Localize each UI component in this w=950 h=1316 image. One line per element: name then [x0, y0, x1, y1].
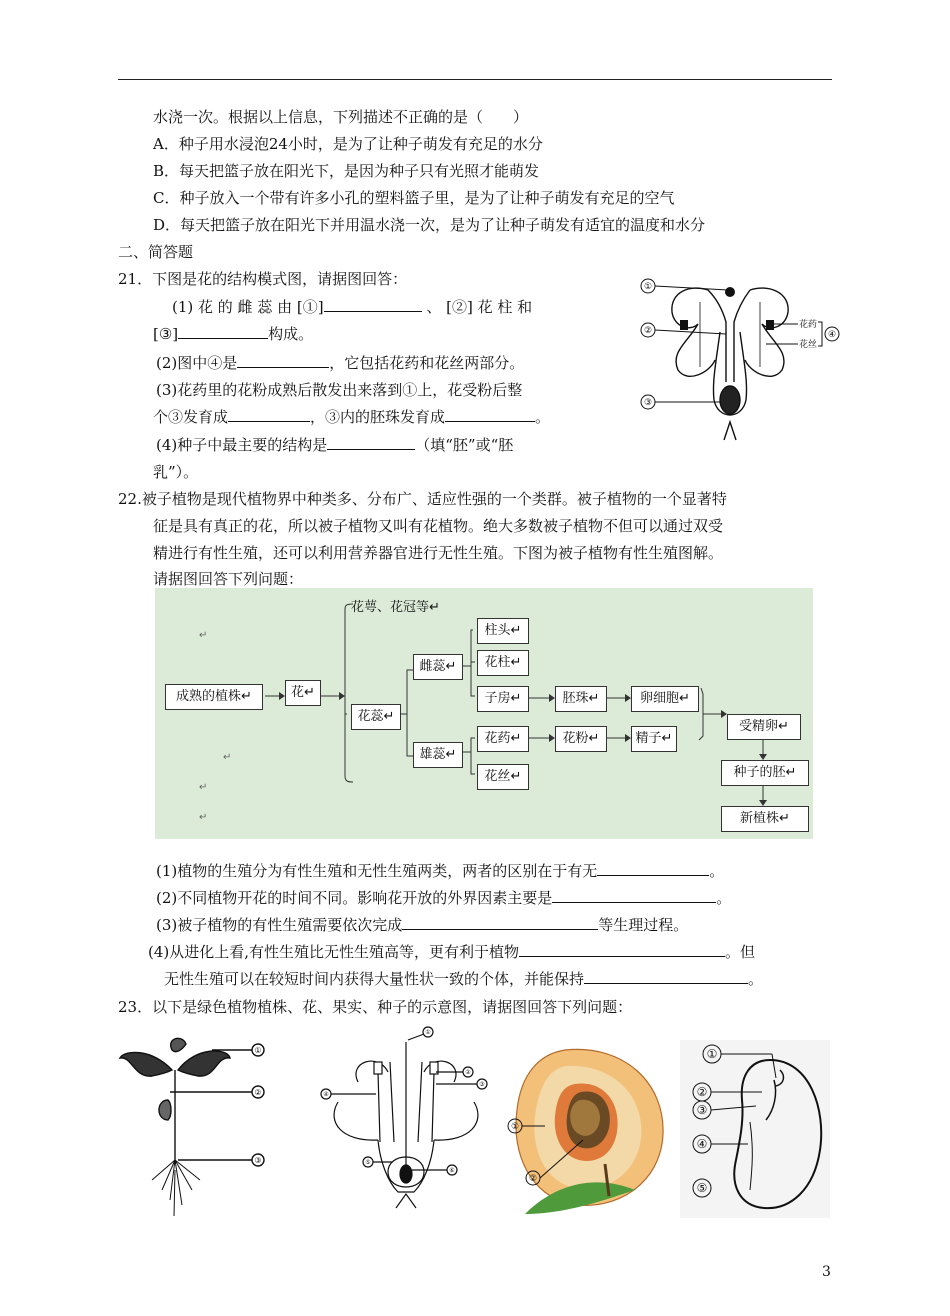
- q22-line3: 精进行有性生殖，还可以利用营养器官进行无性生殖。下图为被子植物有性生殖图解。: [153, 544, 724, 562]
- plant-figure: [112, 1030, 272, 1220]
- q22-s3-end: 等生理过程。: [598, 916, 689, 934]
- q22-s4-text: (4)从进化上看,有性生殖比无性生殖高等，更有利于植物: [148, 943, 520, 961]
- q23-title: 23．以下是绿色植物植株、花、果实、种子的示意图，请据图回答下列问题：: [118, 998, 633, 1016]
- fig-label-anther: 花药: [799, 320, 818, 330]
- q21-p3d: 。: [535, 408, 551, 426]
- seed-label-5: ⑤: [696, 1181, 708, 1195]
- answer-blank[interactable]: [324, 297, 422, 312]
- q21-part2: [156, 353, 524, 373]
- answer-blank[interactable]: [519, 942, 725, 957]
- q22-sub1: [156, 861, 724, 881]
- seed-label-1: ①: [706, 1047, 718, 1061]
- q20-option-a: A．种子用水浸泡24小时，是为了让种子萌发有充足的水分: [153, 135, 543, 153]
- flower-label-4: ④: [323, 1091, 329, 1098]
- flowchart-egg-cell: 卵细胞↵: [631, 686, 699, 712]
- fig-label-4: ④: [828, 330, 837, 340]
- return-mark: ↵: [199, 782, 208, 793]
- answer-blank[interactable]: [584, 969, 748, 984]
- q21-title: 21．下图是花的结构模式图，请据图回答：: [118, 270, 408, 288]
- flowchart-sperm: 精子↵: [631, 726, 677, 752]
- answer-blank[interactable]: [228, 407, 310, 422]
- flowchart-flower: 花↵: [285, 680, 321, 706]
- seed-label-3: ③: [696, 1103, 708, 1117]
- flowchart-new-plant: 新植株↵: [721, 806, 809, 832]
- q22-s1-end: 。: [709, 862, 725, 880]
- q21-p4b: （填“胚”或“胚: [415, 436, 514, 454]
- flowchart-stamen: 雄蕊↵: [413, 742, 463, 768]
- flowchart-pistil-stamen: 花蕊↵: [351, 704, 401, 730]
- plant-label-3: ③: [254, 1156, 262, 1165]
- q21-p1d: 构成。: [268, 325, 314, 343]
- plant-label-1: ①: [254, 1046, 262, 1055]
- flowchart-sepals-petals: 花萼、花冠等↵: [351, 600, 440, 615]
- q21-part3: (3)花药里的花粉成熟后散发出来落到①上，花受粉后整: [156, 381, 523, 399]
- q22-s2-text: (2)不同植物开花的时间不同。影响花开放的外界因素主要是: [156, 889, 553, 907]
- answer-blank[interactable]: [402, 915, 598, 930]
- fruit-label-2: ②: [528, 1174, 538, 1184]
- q21-p1a: (1) 花 的 雌 蕊 由 [①]: [172, 298, 324, 316]
- q22-sub4-cont: [164, 969, 763, 989]
- return-mark: ↵: [199, 812, 208, 823]
- section-heading: 二、简答题: [118, 243, 194, 261]
- q20-option-b: B．每天把篮子放在阳光下，是因为种子只有光照才能萌发: [153, 162, 540, 180]
- flowchart-mature-plant: 成熟的植株↵: [165, 684, 263, 710]
- q20-option-d: D．每天把篮子放在阳光下并用温水浇一次，是为了让种子萌发有适宜的温度和水分: [153, 216, 706, 234]
- q22-line4: 请据图回答下列问题：: [153, 570, 304, 588]
- q21-p4a: (4)种子中最主要的结构是: [156, 436, 328, 454]
- seed-label-4: ④: [696, 1137, 708, 1151]
- seed-figure: [680, 1040, 830, 1218]
- flower-label-5: ⑤: [365, 1159, 371, 1166]
- q20-stem: 水浇一次。根据以上信息，下列描述不正确的是（ ）: [153, 108, 529, 126]
- return-mark: ↵: [199, 630, 208, 641]
- q22-sub4: [148, 942, 755, 962]
- q22-s2-end: 。: [716, 889, 732, 907]
- answer-blank[interactable]: [327, 435, 415, 450]
- flower-label-3: ③: [479, 1081, 485, 1088]
- answer-blank[interactable]: [597, 861, 709, 876]
- flowchart-zygote: 受精卵↵: [727, 714, 801, 740]
- flowchart-style: 花柱↵: [477, 650, 529, 676]
- flowchart-ovule: 胚珠↵: [555, 686, 607, 712]
- q22-s1-text: (1)植物的生殖分为有性生殖和无性生殖两类，两者的区别在于有无: [156, 862, 598, 880]
- fruit-figure: [505, 1044, 671, 1220]
- fig-label-3: ③: [644, 398, 653, 408]
- q21-part4-cont: 乳”）。: [153, 463, 199, 481]
- header-rule: [118, 79, 832, 80]
- q22-sub2: [156, 888, 731, 908]
- q21-p1b: 、 [②] 花 柱 和: [426, 298, 533, 316]
- reproduction-flowchart: [155, 588, 813, 839]
- flowchart-seed-embryo: 种子的胚↵: [721, 760, 809, 786]
- return-mark: ↵: [223, 752, 232, 763]
- q22-line2: 征是具有真正的花，所以被子植物又叫有花植物。绝大多数被子植物不但可以通过双受: [153, 517, 724, 535]
- q22-line1: 22.被子植物是现代植物界中种类多、分布广、适应性强的一个类群。被子植物的一个显著特: [118, 490, 727, 508]
- q21-part3-cont: [153, 407, 550, 427]
- flower-label-6: ⑥: [449, 1167, 455, 1174]
- q22-s4c-text: 无性生殖可以在较短时间内获得大量性状一致的个体，并能保持: [164, 970, 585, 988]
- q21-p3c: ，③内的胚珠发育成: [310, 408, 446, 426]
- q21-p2a: (2)图中④是: [156, 354, 238, 372]
- q21-p2b: ，它包括花药和花丝两部分。: [329, 354, 525, 372]
- flower-label-2: ②: [465, 1069, 471, 1076]
- flowchart-ovary: 子房↵: [477, 686, 529, 712]
- flowchart-anther: 花药↵: [477, 726, 529, 752]
- seed-label-2: ②: [696, 1085, 708, 1099]
- flowchart-pollen: 花粉↵: [555, 726, 607, 752]
- page-number: 3: [822, 1264, 831, 1280]
- q21-part1-cont: [153, 324, 313, 344]
- q20-option-c: C．种子放入一个带有许多小孔的塑料篮子里，是为了让种子萌发有充足的空气: [153, 189, 675, 207]
- answer-blank[interactable]: [237, 353, 329, 368]
- q22-s4-end: 。但: [725, 943, 756, 961]
- flower-label-1: ①: [425, 1029, 431, 1036]
- answer-blank[interactable]: [445, 407, 535, 422]
- q21-p3b: 个③发育成: [153, 408, 229, 426]
- q21-part4: [156, 435, 513, 455]
- q22-s3-text: (3)被子植物的有性生殖需要依次完成: [156, 916, 403, 934]
- q22-s4d-end: 。: [748, 970, 764, 988]
- fig-label-1: ①: [644, 282, 653, 292]
- fruit-label-1: ①: [510, 1122, 520, 1132]
- q21-part1: [172, 297, 532, 317]
- flower-figure: [318, 1022, 494, 1218]
- answer-blank[interactable]: [552, 888, 716, 903]
- answer-blank[interactable]: [178, 324, 268, 339]
- flowchart-pistil: 雌蕊↵: [413, 654, 463, 680]
- fig-label-filament: 花丝: [799, 340, 818, 350]
- flowchart-filament: 花丝↵: [477, 764, 529, 790]
- q21-p1c: [③]: [153, 325, 179, 343]
- q22-sub3: [156, 915, 688, 935]
- plant-label-2: ②: [254, 1088, 262, 1097]
- fig-label-2: ②: [644, 326, 653, 336]
- flower-structure-figure: [640, 272, 840, 442]
- flowchart-stigma: 柱头↵: [477, 618, 529, 644]
